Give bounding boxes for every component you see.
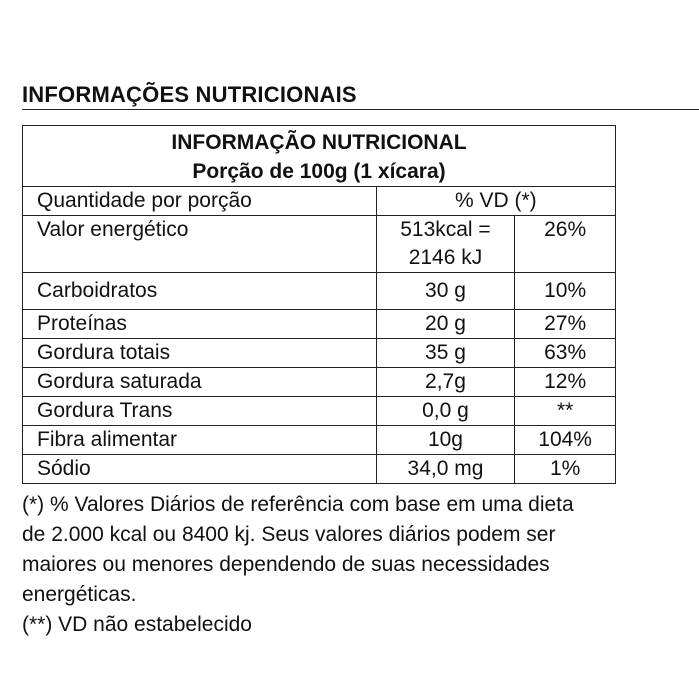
energy-kj: 2146 kJ [408,246,483,269]
heading-divider [22,109,699,110]
row-vd: 26% [515,216,616,273]
header-quantity: Quantidade por porção [23,187,377,216]
table-subtitle: Porção de 100g (1 xícara) [192,160,446,183]
row-amount: 10g [376,426,515,455]
nutrition-table [22,125,616,484]
footnote-line: de 2.000 kcal ou 8400 kj. Seus valores diários podem ser [22,523,556,546]
row-amount: 30 g [376,273,515,310]
row-vd: 27% [515,310,616,339]
table-row-energy [23,216,616,273]
row-amount: 35 g [376,339,515,368]
row-vd: 63% [515,339,616,368]
row-label: Fibra alimentar [23,426,377,455]
row-label: Proteínas [23,310,377,339]
row-vd: 12% [515,368,616,397]
footnote-line: energéticas. [22,583,137,606]
table-row [23,397,616,426]
table-row [23,339,616,368]
header-vd: % VD (*) [376,187,615,216]
table-row [23,310,616,339]
footnote-line: (*) % Valores Diários de referência com base em uma dieta [22,493,574,516]
row-amount: 34,0 mg [376,455,515,484]
row-label: Gordura totais [23,339,377,368]
row-amount: 2,7g [376,368,515,397]
table-row [23,273,616,310]
table-row [23,455,616,484]
row-label: Valor energético [23,216,377,273]
row-amount: 20 g [376,310,515,339]
footnote-line: maiores ou menores dependendo de suas necessidades [22,553,550,576]
row-vd: 10% [515,273,616,310]
row-label: Sódio [23,455,377,484]
row-label: Carboidratos [23,273,377,310]
footnotes [22,490,692,640]
row-vd: ** [515,397,616,426]
section-heading: INFORMAÇÕES NUTRICIONAIS [22,82,357,107]
table-row [23,426,616,455]
row-vd: 104% [515,426,616,455]
row-vd: 1% [515,455,616,484]
table-title-cell [23,126,616,187]
footnote-line: (**) VD não estabelecido [22,613,252,636]
table-row [23,368,616,397]
energy-kcal: 513kcal = [400,218,491,241]
table-title: INFORMAÇÃO NUTRICIONAL [171,131,467,154]
table-title-row [23,126,616,187]
row-amount: 0,0 g [376,397,515,426]
row-label: Gordura saturada [23,368,377,397]
row-amount [376,216,515,273]
row-label: Gordura Trans [23,397,377,426]
table-header-row [23,187,616,216]
